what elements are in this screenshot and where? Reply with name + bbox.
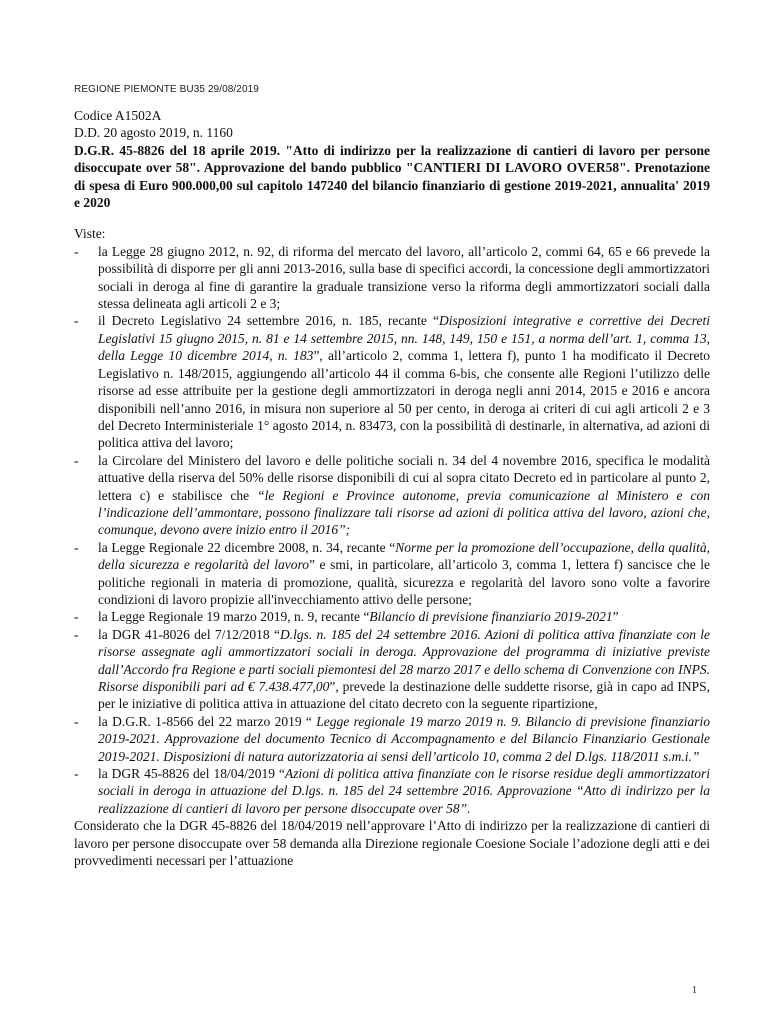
item-text: la Legge Regionale 22 dicembre 2008, n. 34, recante “	[98, 539, 396, 555]
item-text: la DGR 41-8026 del 7/12/2018 “	[98, 626, 280, 642]
list-item	[74, 243, 710, 313]
item-text: il Decreto Legislativo 24 settembre 2016, n. 185, recante “	[98, 313, 440, 329]
item-italic-text: Disposizioni integrative e correttive dei Decreti Legislativi 15 giugno 2015, n. 81 e 14 settembre 2015, nn. 148, 149, 150 e 151, a norma dell’art. 1, comma 13, della Legge 10 dicembre 2014, n. 183	[98, 313, 710, 364]
item-italic-text: D.lgs. n. 185 del 24 settembre 2016. Azioni di politica attiva finanziate con le risorse assegnate agli ammortizzatori sociali in deroga. Approvazione del programma di iniziative previste dall’Accordo fra Regione e parti sociali piemontesi del 28 marzo 2017 e dello schema di Convenzione con INPS. Risorse disponibili pari ad € 7.438.477,00	[98, 626, 710, 694]
item-text: la Legge Regionale 19 marzo 2019, n. 9, recante “	[98, 609, 370, 625]
list-item	[74, 765, 710, 817]
list-item	[74, 608, 710, 625]
decree-title: D.G.R. 45-8826 del 18 aprile 2019. "Atto di indirizzo per la realizzazione di cantieri di lavoro per persone disoccupate over 58". Approvazione del bando pubblico "CANTIERI DI LAVORO OVER58". Prenotazione di spesa di Euro 900.000,00 sul capitolo 147240 del bilancio finanziario di gestione 2019-2021, annualita' 2019 e 2020	[74, 142, 710, 211]
viste-label: Viste:	[74, 226, 106, 242]
list-item	[74, 312, 710, 451]
item-italic-text: “le Regioni e Province autonome, previa comunicazione al Ministero e con l’indicazione dell’ammontare, possono finalizzare tali risorse ad azioni di politica attiva del lavoro, azioni che, comunque, devono avere inizio entro il 2016”;	[98, 487, 710, 538]
code-line: Codice A1502A	[74, 108, 162, 123]
item-italic-text: Legge regionale 19 marzo 2019 n. 9. Bilancio di previsione finanziario 2019-2021. Approvazione del documento Tecnico di Accompagnamento e del Bilancio Finanziario Gestionale 2019-2021. Disposizioni di natura autorizzatoria ai sensi dell’articolo 10, comma 2 del D.lgs. 118/2011 s.m.i.”	[98, 713, 710, 764]
item-text: ”, all’articolo 2, comma 1, lettera f), punto 1 ha modificato il Decreto Legislativo n. 148/2015, aggiungendo all’articolo 44 il comma 6-bis, che consente alle Regioni l’utilizzo delle risorse ad esse attribuite per la gestione degli ammortizzatori in deroga negli anni 2014, 2015 e 2016 e ancora disponibili nell’anno 2016, in misura non superiore al 50 per cento, in deroga ai criteri di cui agli articoli 2 e 3 del Decreto Interministeriale 1° agosto 2014, n. 83473, con la possibilità di destinarle, in alternativa, ad azioni di politica attiva del lavoro;	[98, 348, 710, 451]
document-body	[74, 107, 710, 869]
item-italic-text: Azioni di politica attiva finanziate con le risorse residue degli ammortizzatori sociali in deroga in attuazione del D.lgs. n. 185 del 24 settembre 2016. Approvazione “Atto di indirizzo per la realizzazione di cantieri di lavoro per persone disoccupate over 58”.	[98, 766, 710, 816]
considerato-paragraph: Considerato che la DGR 45-8826 del 18/04/2019 nell’approvare l’Atto di indirizzo per la realizzazione di cantieri di lavoro per persone disoccupate over 58 demanda alla Direzione regionale Coesione Sociale l’adozione degli atti e dei provvedimenti necessari per l’attuazione	[74, 818, 710, 869]
list-item	[74, 713, 710, 765]
item-text: la Legge 28 giugno 2012, n. 92, di riforma del mercato del lavoro, all’articolo 2, commi 64, 65 e 66 prevede la possibilità di disporre per gli anni 2013-2016, sulla base di specifici accordi, la concessione degli ammortizzatori sociali in deroga al fine di garantire la graduale transizione verso la riforma degli ammortizzatori sociali dalla stessa delineata agli articoli 2 e 3;	[98, 243, 710, 312]
item-text: ”, prevede la destinazione delle suddette risorse, già in capo ad INPS, per le iniziative di politica attiva in attuazione del citato decreto con la seguente ripartizione,	[98, 679, 710, 712]
list-item	[74, 539, 710, 609]
list-item	[74, 452, 710, 539]
item-text: la Circolare del Ministero del lavoro e delle politiche sociali n. 34 del 4 novembre 2016, specifica le modalità attuative della riserva del 50% delle risorse disponibili di cui al sopra citato Decreto ed in particolare al punto 2, lettera c) e stabilisce che	[98, 452, 710, 503]
item-text: la D.G.R. 1-8566 del 22 marzo 2019 “	[98, 713, 317, 729]
whereas-list	[74, 243, 710, 817]
bulletin-header: REGIONE PIEMONTE BU35 29/08/2019	[74, 84, 259, 95]
item-italic-text: Bilancio di previsione finanziario 2019-2021	[369, 609, 613, 625]
item-text: ” e smi, in particolare, all’articolo 3, comma 1, lettera f) sancisce che le politiche regionali in materia di promozione, qualità, sicurezza e regolarità del lavoro sono volte a favorire condizioni di lavoro propizie all'invecchiamento attivo delle persone;	[98, 557, 710, 607]
page-number: 1	[692, 985, 697, 996]
item-italic-text: Norme per la promozione dell’occupazione, della qualità, della sicurezza e regolarità del lavoro	[98, 539, 710, 573]
item-text: ”	[612, 609, 619, 625]
item-text: la DGR 45-8826 del 18/04/2019 “	[98, 766, 285, 782]
decree-line: D.D. 20 agosto 2019, n. 1160	[74, 125, 233, 141]
list-item	[74, 626, 710, 713]
